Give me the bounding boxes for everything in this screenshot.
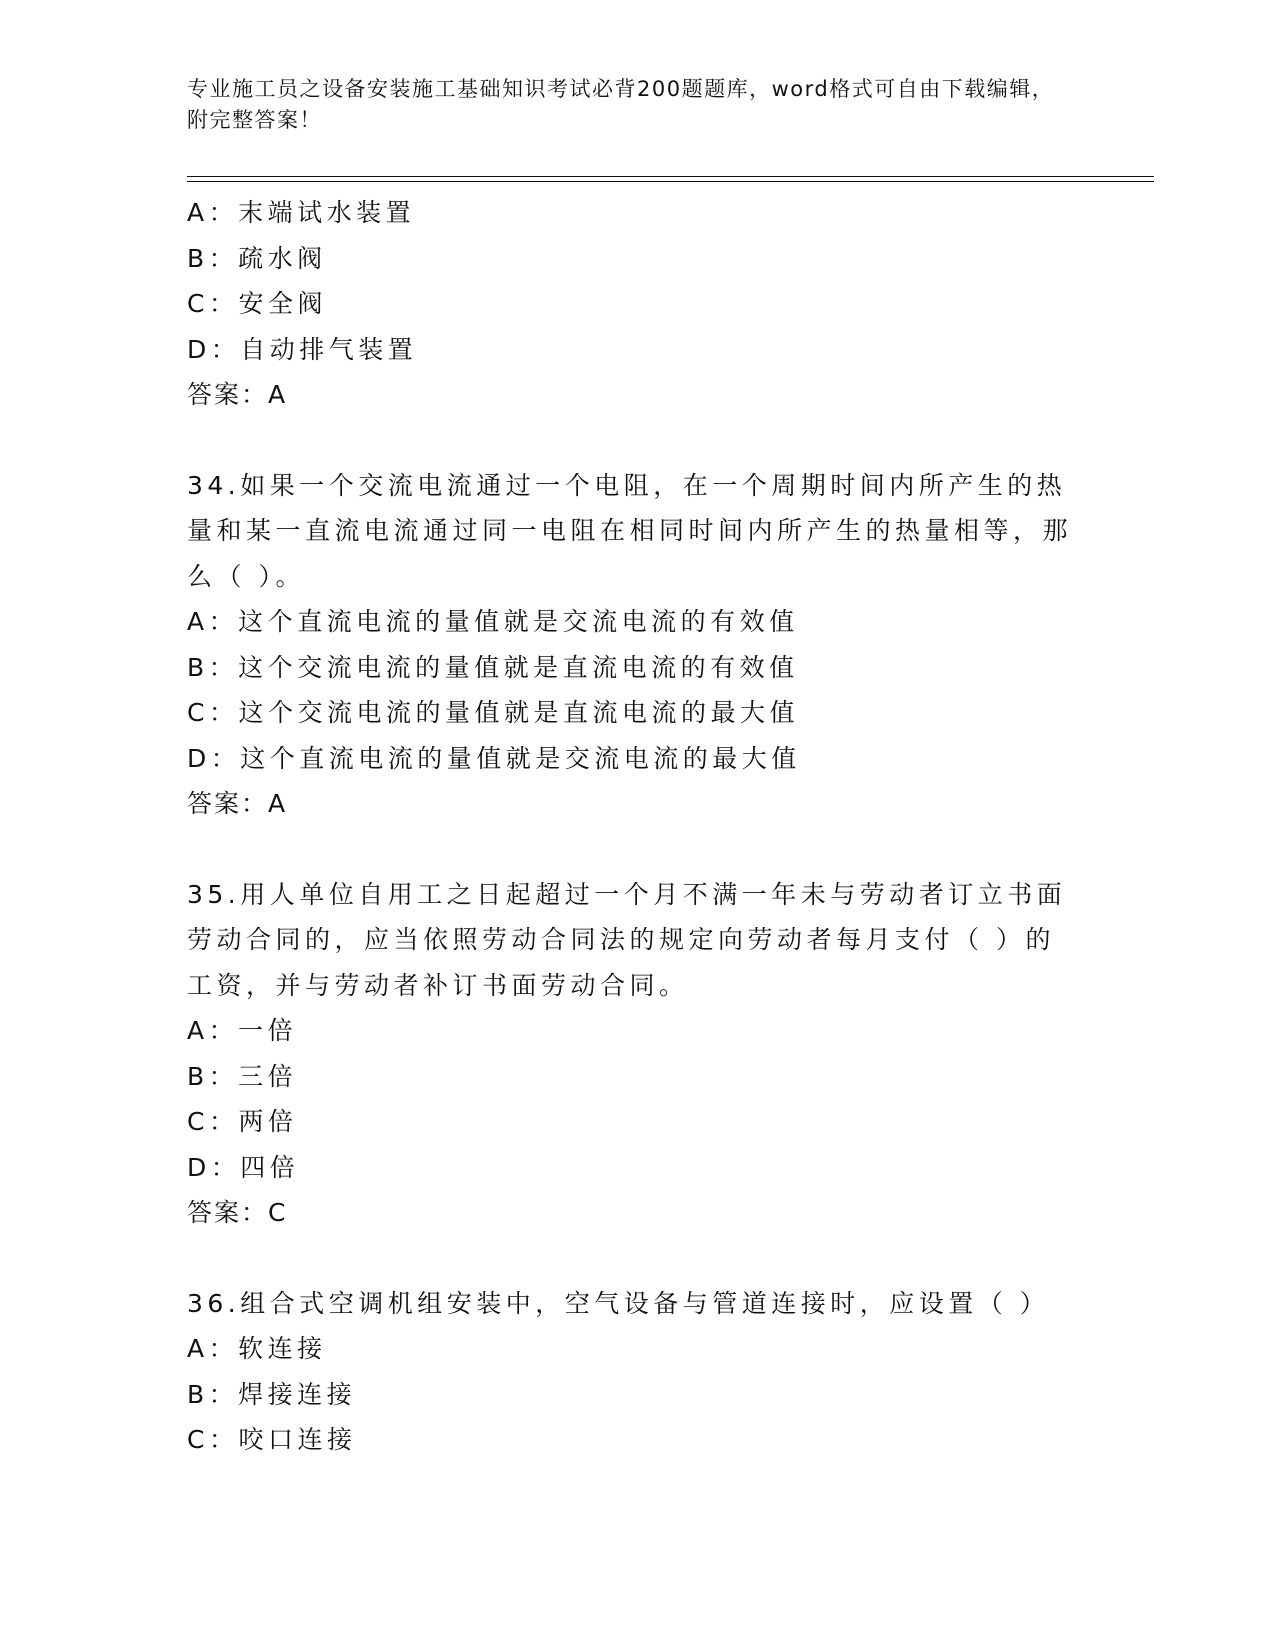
header-divider-top xyxy=(187,176,1154,177)
option-b: B：这个交流电流的量值就是直流电流的有效值 xyxy=(187,652,799,682)
question-text: 36.组合式空调机组安装中，空气设备与管道连接时，应设置（ ） xyxy=(187,1288,1050,1318)
option-c: C：这个交流电流的量值就是直流电流的最大值 xyxy=(187,698,799,727)
question-block-34 xyxy=(187,463,1077,827)
option-b: B：三倍 xyxy=(187,1061,298,1091)
option-c: C：咬口连接 xyxy=(187,1425,357,1454)
question-text: 34.如果一个交流电流通过一个电阻，在一个周期时间内所产生的热量和某一直流电流通过同一电阻在相同时间内所产生的热量相等，那么（ ）。 xyxy=(187,470,1073,591)
option-a: A：软连接 xyxy=(187,1334,327,1363)
option-b: B：焊接连接 xyxy=(187,1379,357,1409)
option-a: A：这个直流电流的量值就是交流电流的有效值 xyxy=(187,607,799,636)
option-c: C：两倍 xyxy=(187,1107,298,1136)
answer-text: 答案：A xyxy=(187,380,288,409)
question-list xyxy=(187,190,1077,1463)
option-d: D：四倍 xyxy=(187,1152,300,1182)
option-c: C：安全阀 xyxy=(187,289,327,318)
answer-text: 答案：A xyxy=(187,789,288,818)
question-block-35 xyxy=(187,872,1077,1236)
header-divider-bottom xyxy=(187,181,1154,182)
option-b: B：疏水阀 xyxy=(187,243,327,273)
option-d: D：这个直流电流的量值就是交流电流的最大值 xyxy=(187,743,801,773)
answer-text: 答案：C xyxy=(187,1198,288,1227)
question-text: 35.用人单位自用工之日起超过一个月不满一年未与劳动者订立书面劳动合同的，应当依照劳动合同法的规定向劳动者每月支付（ ）的工资，并与劳动者补订书面劳动合同。 xyxy=(187,879,1067,1000)
option-a: A：一倍 xyxy=(187,1016,298,1045)
option-a: A：末端试水装置 xyxy=(187,198,416,227)
question-block-33 xyxy=(187,190,1077,418)
question-block-36 xyxy=(187,1281,1077,1463)
document-header: 专业施工员之设备安装施工基础知识考试必背200题题库，word格式可自由下载编辑，附完整答案！ xyxy=(187,77,1055,132)
option-d: D：自动排气装置 xyxy=(187,334,418,364)
